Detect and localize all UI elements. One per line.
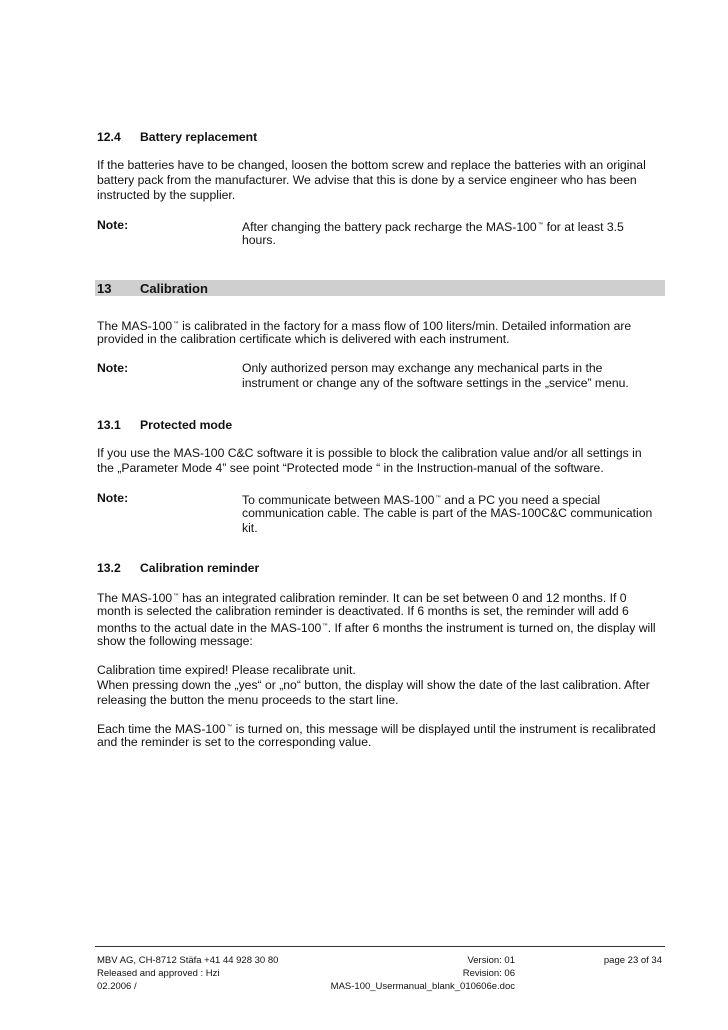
paragraph-line: Calibration time expired! Please recalibrate unit. <box>97 663 356 677</box>
paragraph-line: The MAS-100™ has an integrated calibration reminder. It can be set between 0 and 12 months. If 0 <box>97 591 627 605</box>
footer-version: Version: 01 <box>467 955 515 966</box>
note-line: instrument or change any of the software settings in the „service” menu. <box>242 376 629 390</box>
paragraph-line: provided in the calibration certificate which is delivered with each instrument. <box>97 332 510 346</box>
paragraph-line: If the batteries have to be changed, loosen the bottom screw and replace the batteries with an original <box>97 158 646 172</box>
section-title: Battery replacement <box>140 130 258 144</box>
section-number: 13.1 <box>97 418 121 432</box>
chapter-heading-bar <box>95 280 665 296</box>
paragraph-line: months to the actual date in the MAS-100™. If after 6 months the instrument is turned on, the display will <box>97 621 656 635</box>
paragraph-line: the „Parameter Mode 4” see point “Protected mode “ in the Instruction-manual of the software. <box>97 461 604 475</box>
paragraph-line: instructed by the supplier. <box>97 188 236 202</box>
paragraph-line: battery pack from the manufacturer. We advise that this is done by a service engineer who has been <box>97 173 637 187</box>
footer-rule <box>95 946 665 947</box>
section-title: Calibration reminder <box>140 561 260 575</box>
footer-company: MBV AG, CH-8712 Stäfa +41 44 928 30 80 <box>97 955 279 966</box>
paragraph-line: Each time the MAS-100™ is turned on, this message will be displayed until the instrument is recalibrated <box>97 722 656 736</box>
paragraph-line: and the reminder is set to the corresponding value. <box>97 735 372 749</box>
chapter-number: 13 <box>97 281 112 296</box>
note-line: Only authorized person may exchange any mechanical parts in the <box>242 361 603 375</box>
paragraph-line: show the following message: <box>97 634 253 648</box>
paragraph-line: The MAS-100™ is calibrated in the factory for a mass flow of 100 liters/min. Detailed information are <box>97 319 632 333</box>
footer-page-number: page 23 of 34 <box>603 955 662 966</box>
paragraph-line: releasing the button the menu proceeds to the start line. <box>97 693 399 707</box>
footer-revision: Revision: 06 <box>462 968 515 979</box>
footer-date: 02.2006 / <box>97 981 137 992</box>
note-line: kit. <box>242 521 258 535</box>
note-line: communication cable. The cable is part of the MAS-100C&C communication <box>242 506 653 520</box>
paragraph-line: If you use the MAS-100 C&C software it is possible to block the calibration value and/or all settings in <box>97 446 642 460</box>
footer-released: Released and approved : Hzi <box>97 968 220 979</box>
paragraph-line: month is selected the calibration reminder is deactivated. If 6 months is set, the reminder will add 6 <box>97 604 629 618</box>
note-label: Note: <box>97 361 129 375</box>
section-number: 12.4 <box>97 130 121 144</box>
section-title: Protected mode <box>140 418 233 432</box>
note-line: After changing the battery pack recharge the MAS-100™ for at least 3.5 <box>242 220 624 234</box>
section-number: 13.2 <box>97 561 121 575</box>
note-label: Note: <box>97 218 129 232</box>
footer-filename: MAS-100_Usermanual_blank_010606e.doc <box>330 981 515 992</box>
paragraph-line: When pressing down the „yes“ or „no“ button, the display will show the date of the last calibration. After <box>97 678 650 692</box>
note-line: To communicate between MAS-100™ and a PC you need a special <box>242 493 601 507</box>
note-label: Note: <box>97 491 129 505</box>
chapter-title: Calibration <box>140 281 208 296</box>
note-line: hours. <box>242 233 276 247</box>
